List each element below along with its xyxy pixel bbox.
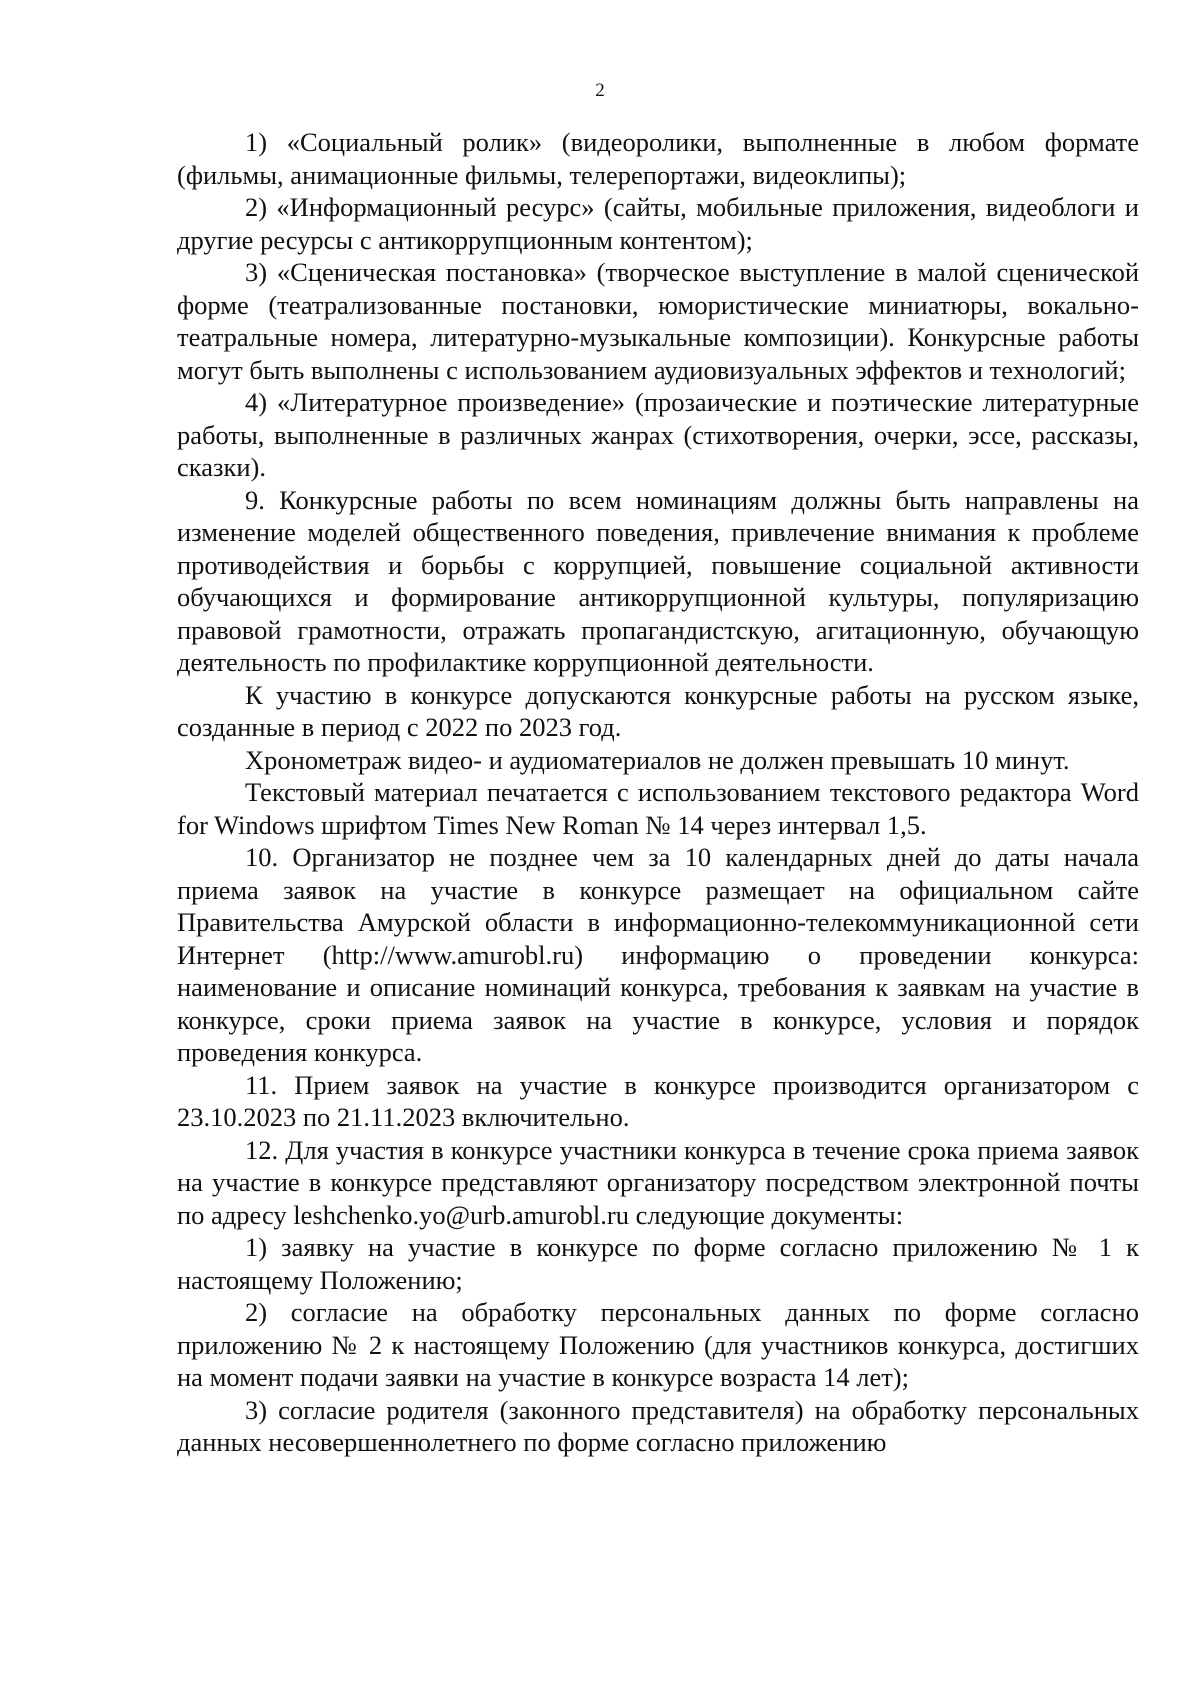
paragraph-nomination-stage-performance: 3) «Сценическая постановка» (творческое выступление в малой сценической форме (театрализованные постановки, юмористические миниатюры, вокально-театральные номера, литературно-музыкальные композиции). Конкурсные работы могут быть выполнены с использованием аудиовизуальных эффектов и технологий; <box>177 257 1139 385</box>
paragraph-clause-11: 11. Прием заявок на участие в конкурсе производится организатором с 23.10.2023 по 21.11.2023 включительно. <box>177 1069 1139 1132</box>
paragraph-clause-9: 9. Конкурсные работы по всем номинациям должны быть направлены на изменение моделей общественного поведения, привлечение внимания к проблеме противодействия и борьбы с коррупцией, повышение социальной активности обучающихся и формирование антикоррупционной культуры, популяризацию правовой грамотности, отражать пропагандистскую, агитационную, обучающую деятельность по профилактике коррупционной деятельности. <box>177 484 1139 677</box>
page-number: 2 <box>595 80 605 101</box>
paragraph-document-application: 1) заявку на участие в конкурсе по форме согласно приложению № 1 к настоящему Положению; <box>177 1232 1139 1295</box>
paragraph-document-parent-consent: 3) согласие родителя (законного представителя) на обработку персональных данных несовершеннолетнего по форме согласно приложению <box>177 1394 1139 1457</box>
document-body <box>177 126 1139 1459</box>
paragraph-duration: Хронометраж видео- и аудиоматериалов не должен превышать 10 минут. <box>245 744 1070 775</box>
paragraph-language-period: К участию в конкурсе допускаются конкурсные работы на русском языке, созданные в период с 2022 по 2023 год. <box>177 679 1139 742</box>
paragraph-clause-12: 12. Для участия в конкурсе участники конкурса в течение срока приема заявок на участие в конкурсе представляют организатору посредством электронной почты по адресу leshchenko.yo@urb.amurobl.ru следующие документы: <box>177 1134 1139 1230</box>
paragraph-clause-10: 10. Организатор не позднее чем за 10 календарных дней до даты начала приема заявок на участие в конкурсе размещает на официальном сайте Правительства Амурской области в информационно-телекоммуникационной сети Интернет (http://www.amurobl.ru) информацию о проведении конкурса: наименование и описание номинаций конкурса, требования к заявкам на участие в конкурсе, сроки приема заявок на участие в конкурсе, условия и порядок проведения конкурса. <box>177 842 1139 1067</box>
paragraph-nomination-literary-work: 4) «Литературное произведение» (прозаические и поэтические литературные работы, выполненные в различных жанрах (стихотворения, очерки, эссе, рассказы, сказки). <box>177 387 1139 482</box>
paragraph-nomination-social-video: 1) «Социальный ролик» (видеоролики, выполненные в любом формате (фильмы, анимационные фильмы, телерепортажи, видеоклипы); <box>177 127 1139 190</box>
paragraph-text-format: Текстовый материал печатается с использованием текстового редактора Word for Windows шрифтом Times New Roman № 14 через интервал 1,5. <box>177 777 1139 840</box>
paragraph-document-consent: 2) согласие на обработку персональных данных по форме согласно приложению № 2 к настоящему Положению (для участников конкурса, достигших на момент подачи заявки на участие в конкурсе возраста 14 лет); <box>177 1297 1139 1392</box>
paragraph-nomination-info-resource: 2) «Информационный ресурс» (сайты, мобильные приложения, видеоблоги и другие ресурсы с антикоррупционным контентом); <box>177 192 1139 255</box>
